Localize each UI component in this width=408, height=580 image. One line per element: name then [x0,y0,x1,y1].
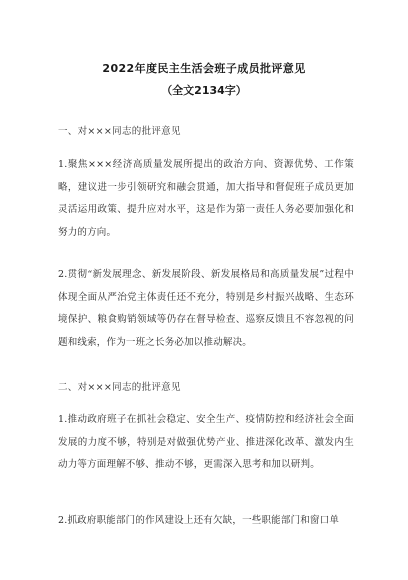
document-subtitle: （全文2134字） [161,84,247,97]
section-2-paragraph-2: 2.抓政府职能部门的作风建设上还有欠缺，一些职能部门和窗口单 [58,515,340,526]
section-2-paragraph-1: 1.推动政府班子在抓社会稳定、安全生产、疫情防控和经济社会全面发展的力度不够，特别是对做强优势产业、推进深化改革、激发内生动力等方面理解不够、推动不够，更需深入思考和加以研判。 [58,414,354,470]
document-title: 2022年度民主生活会班子成员批评意见 [102,62,306,75]
section-heading-2: 二、对×××同志的批评意见 [58,382,181,393]
section-1-paragraph-2: 2.贯彻“新发展理念、新发展阶段、新发展格局和高质量发展”过程中体现全面从严治党主体责任还不充分，特别是乡村振兴战略、生态环境保护、粮食购销领域等仍存在督导检查、巡察反馈且不容忽视的问题和线索，作为一班之长务必加以推动解决。 [58,269,354,348]
section-heading-1: 一、对×××同志的批评意见 [58,126,181,137]
section-1-paragraph-1: 1.聚焦×××经济高质量发展所提出的政治方向、资源优势、工作策略，建议进一步引领研究和融会贯通，加大指导和督促班子成员更加灵活运用政策、提升应对水平，这是作为第一责任人务必要加强化和努力的方向。 [58,159,354,238]
